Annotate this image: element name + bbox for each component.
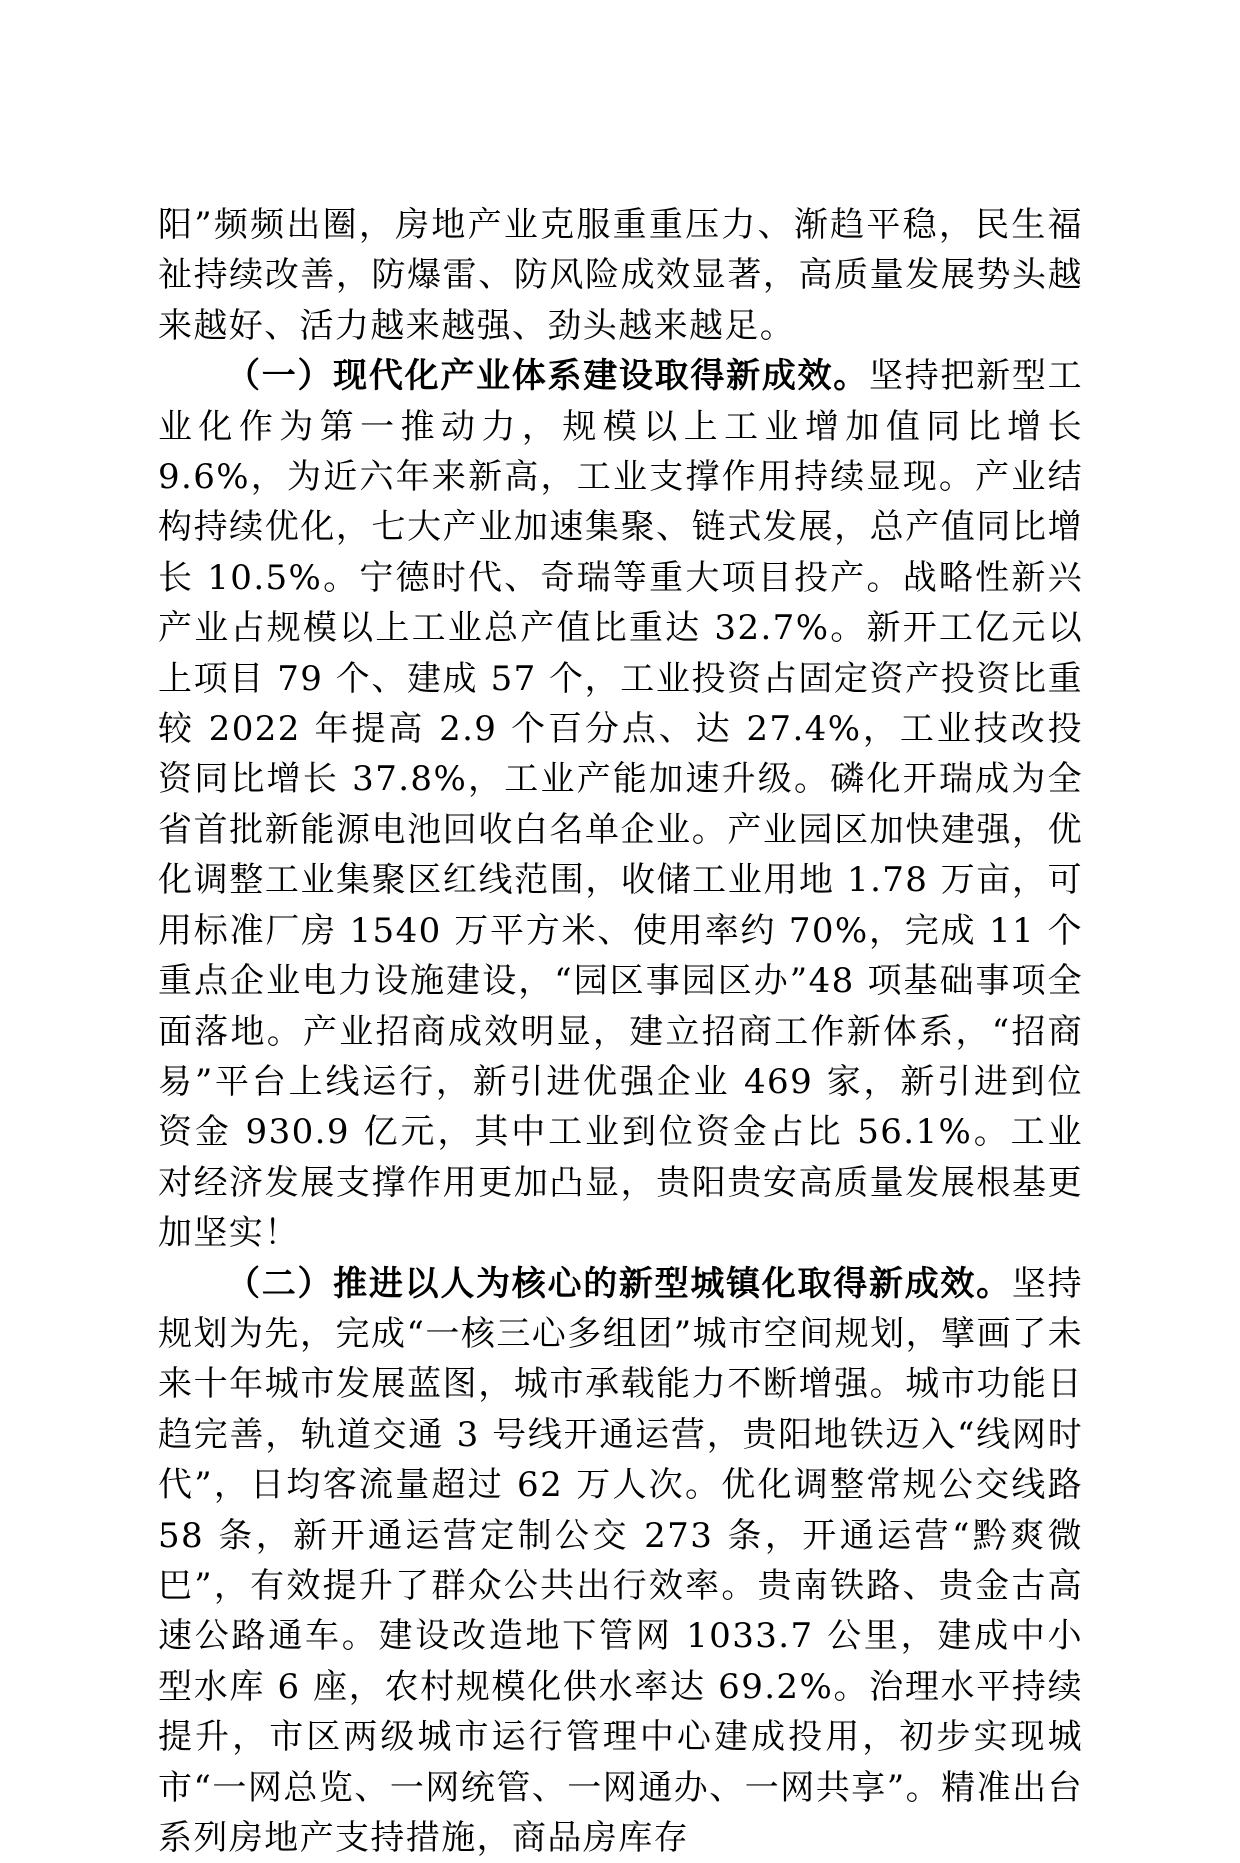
document-body — [158, 200, 1083, 1863]
paragraph-urbanization — [158, 1259, 1083, 1863]
section-heading-urbanization: （二）推进以人为核心的新型城镇化取得新成效。 — [226, 1263, 1012, 1304]
paragraph-text: 坚持规划为先，完成“一核三心多组团”城市空间规划，擘画了未来十年城市发展蓝图，城市承载能力不断增强。城市功能日趋完善，轨道交通 3 号线开通运营，贵阳地铁迈入“线网时代”，日均客流量超过 62 万人次。优化调整常规公交线路 58 条，新开通运营定制公交 273 条，开通运营“黔爽微巴”，有效提升了群众公共出行效率。贵南铁路、贵金古高速公路通车。建设改造地下管网 1033.7 公里，建成中小型水库 6 座，农村规模化供水率达 69.2%。治理水平持续提升，市区两级城市运行管理中心建成投用，初步实现城市“一网总览、一网统管、一网通办、一网共享”。精准出台系列房地产支持措施，商品房库存 — [158, 1263, 1083, 1858]
section-heading-industry: （一）现代化产业体系建设取得新成效。 — [226, 356, 869, 397]
paragraph-continuation — [158, 200, 1083, 351]
paragraph-text: 阳”频频出圈，房地产业克服重重压力、渐趋平稳，民生福祉持续改善，防爆雷、防风险成效显著，高质量发展势头越来越好、活力越来越强、劲头越来越足。 — [158, 205, 1083, 346]
paragraph-text: 坚持把新型工业化作为第一推动力，规模以上工业增加值同比增长 9.6%，为近六年来新高，工业支撑作用持续显现。产业结构持续优化，七大产业加速集聚、链式发展，总产值同比增长 10.5%。宁德时代、奇瑞等重大项目投产。战略性新兴产业占规模以上工业总产值比重达 32.7%。新开工亿元以上项目 79 个、建成 57 个，工业投资占固定资产投资比重较 2022 年提高 2.9 个百分点、达 27.4%，工业技改投资同比增长 37.8%，工业产能加速升级。磷化开瑞成为全省首批新能源电池回收白名单企业。产业园区加快建强，优化调整工业集聚区红线范围，收储工业用地 1.78 万亩，可用标准厂房 1540 万平方米、使用率约 70%，完成 11 个重点企业电力设施建设，“园区事园区办”48 项基础事项全面落地。产业招商成效明显，建立招商工作新体系，“招商易”平台上线运行，新引进优强企业 469 家，新引进到位资金 930.9 亿元，其中工业到位资金占比 56.1%。工业对经济发展支撑作用更加凸显，贵阳贵安高质量发展根基更加坚实！ — [158, 356, 1083, 1254]
paragraph-industry — [158, 351, 1083, 1258]
